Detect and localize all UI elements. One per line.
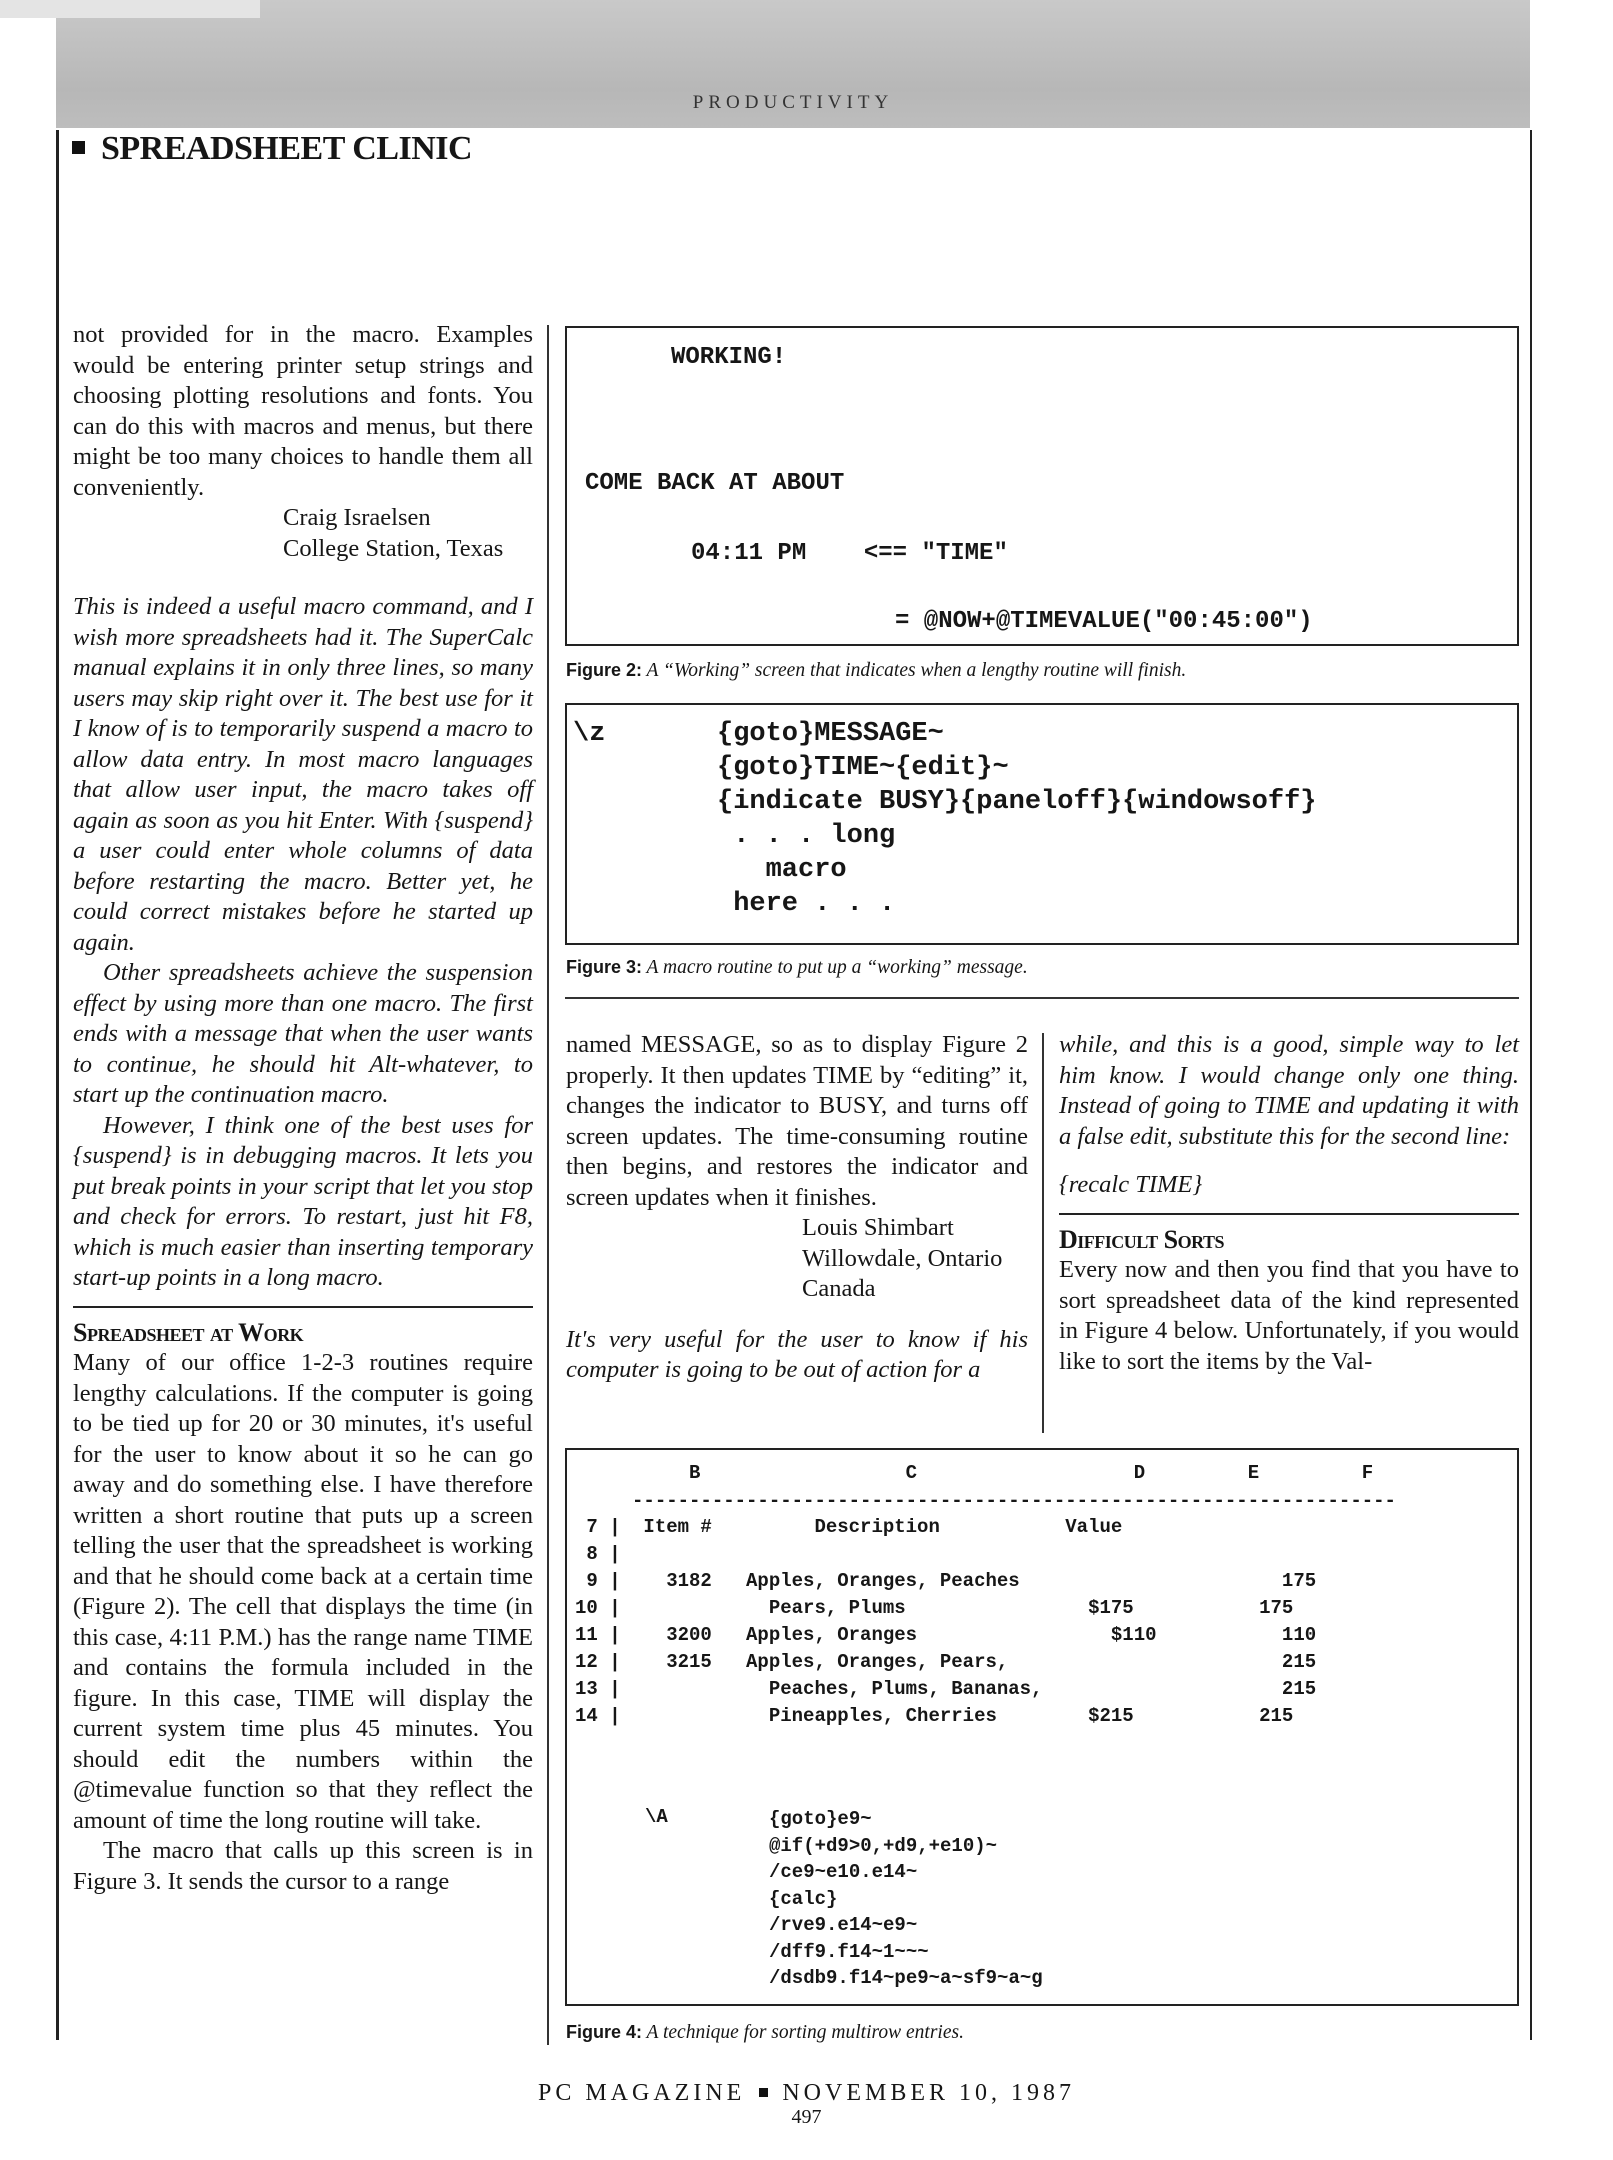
column-title-text: SPREADSHEET CLINIC <box>101 130 473 167</box>
footer <box>0 2080 1613 2107</box>
figure-2-caption <box>566 660 1186 682</box>
fig2-time: 04:11 PM <== "TIME" <box>691 540 1008 567</box>
figure-2-box <box>565 326 1519 646</box>
section-heading: Difficult Sorts <box>1059 1224 1224 1254</box>
macro-code: {goto}e9~ @if(+d9>0,+d9,+e10)~ /ce9~e10.e14~ {calc} /rve9.e14~e9~ /dff9.f14~1~~~ /dsdb9.f14~pe9~a~sf9~a~g <box>769 1808 1043 1989</box>
reply-paragraph: However, I think one of the best uses for {suspend} is in debugging macros. It lets you put break points in your script that let you stop and check for errors. To restart, just hit F8, which is much easier than inserting temporary start-up points in a long macro. <box>73 1111 533 1291</box>
macro-label: \A <box>645 1806 668 1828</box>
caption-text: A technique for sorting multirow entries. <box>646 2022 964 2043</box>
divider <box>1059 1213 1519 1215</box>
bullet-square-icon <box>759 2088 768 2097</box>
reply-paragraph: while, and this is a good, simple way to let him know. I would change only one thing. Instead of going to TIME and updating it with a false edit, substitute this for the second line: <box>1059 1031 1519 1150</box>
reply-paragraph: Other spreadsheets achieve the suspension effect by using more than one macro. The first ends with a message that when the user wants to continue, he should hit Alt-whatever, to start up the continuation macro. <box>73 959 533 1108</box>
column-separator <box>547 325 549 2045</box>
reply-paragraph: It's very useful for the user to know if his computer is going to be out of action for a <box>566 1325 1028 1383</box>
signature-city: Willowdale, Ontario <box>802 1244 1003 1272</box>
spreadsheet-rows: 7 | Item # Description Value 8 | 9 | 3182 Apples, Oranges, Peaches 175 10 | Pears, Plums $175 175 11 | 3200 Apples, Oranges $110 110 12 | 3215 Apples, Oranges, Pears, 215 13 | Peaches, Plums, Bananas, 215 14 | Pineapples, Cherries $215 215 <box>575 1516 1317 1727</box>
caption-text: A macro routine to put up a “working” message. <box>646 957 1028 978</box>
letter-paragraph: The macro that calls up this screen is in Figure 3. It sends the cursor to a range <box>73 1837 533 1895</box>
spreadsheet-divider: ------------------------------------------------------------------- <box>575 1490 1396 1512</box>
letter-paragraph: Every now and then you find that you have to sort spreadsheet data of the kind represented in Figure 4 below. Unfortunately, if you would like to sort the items by the Val- <box>1059 1256 1519 1375</box>
letter-paragraph: not provided for in the macro. Examples would be entering printer setup strings and choosing plotting resolutions and fonts. You can do this with macros and menus, but there might be too many choices to handle them all conveniently. <box>73 321 533 501</box>
left-border-rule <box>56 130 59 2040</box>
signature-name: Craig Israelsen <box>283 504 431 531</box>
divider <box>73 1306 533 1308</box>
divider <box>565 997 1519 999</box>
header-tab <box>0 0 260 18</box>
magazine-name: PC MAGAZINE <box>537 2080 746 2106</box>
signature-name: Louis Shimbart <box>802 1214 954 1241</box>
figure-3-caption <box>566 957 1028 979</box>
fig2-working: WORKING! <box>671 344 787 371</box>
page-number: 497 <box>791 2106 822 2128</box>
macro-code: {goto}MESSAGE~ {goto}TIME~{edit}~ {indicate BUSY}{paneloff}{windowsoff} . . . long macro here . . . <box>717 719 1317 919</box>
fig2-formula: = @NOW+@TIMEVALUE("00:45:00") <box>895 608 1313 635</box>
letter-paragraph: named MESSAGE, so as to display Figure 2 properly. It then updates TIME by “editing” it, changes the indicator to BUSY, and turns off screen updates. The time-consuming routine then begins, and restores the indicator and screen updates when it finishes. <box>566 1031 1028 1211</box>
column-title <box>72 130 472 168</box>
signature-place: College Station, Texas <box>283 534 504 562</box>
column-2 <box>566 1030 1028 1386</box>
column-3 <box>1059 1030 1519 1377</box>
right-border-rule <box>1530 130 1532 2040</box>
figure-4-caption <box>566 2022 964 2044</box>
figure-3-box <box>565 703 1519 945</box>
spreadsheet-column-header: B C D E F <box>575 1462 1374 1484</box>
caption-text: A “Working” screen that indicates when a lengthy routine will finish. <box>646 660 1187 681</box>
fig2-come-back: COME BACK AT ABOUT <box>585 470 845 497</box>
bullet-square-icon <box>72 141 85 154</box>
section-heading: Spreadsheet at Work <box>73 1317 304 1347</box>
code-snippet: {recalc TIME} <box>1059 1171 1203 1198</box>
caption-label: Figure 2: <box>566 660 643 680</box>
macro-label: \z <box>573 719 606 749</box>
signature-country: Canada <box>802 1275 876 1302</box>
figure-4-box <box>565 1448 1519 2006</box>
column-1 <box>73 320 533 1897</box>
section-label: PRODUCTIVITY <box>692 92 894 113</box>
caption-label: Figure 3: <box>566 957 643 977</box>
caption-label: Figure 4: <box>566 2022 643 2042</box>
letter-paragraph: Many of our office 1-2-3 routines require lengthy calculations. If the computer is going to be tied up for 20 or 30 minutes, it's useful for the user to know about it so he can go away and do something else. I have therefore written a short routine that puts up a screen telling the user that the spreadsheet is working and that he should come back at a certain time (Figure 2). The cell that displays the time (in this case, 4:11 P.M.) has the range name TIME and contains the formula included in the figure. In this case, TIME will display the current system time plus 45 minutes. You should edit the numbers within the @timevalue function so that they reflect the amount of time the long routine will take. <box>73 1349 533 1834</box>
reply-paragraph: This is indeed a useful macro command, and I wish more spreadsheets had it. The SuperCalc manual explains it in only three lines, so many users may skip right over it. The best use for it I know of is to temporarily suspend a macro to allow data entry. In most macro languages that allow user input, the macro takes off again as soon as you hit Enter. With {suspend} a user could enter whole columns of data before restarting the macro. Better yet, he could correct mistakes before he started up again. <box>73 593 533 956</box>
issue-date: NOVEMBER 10, 1987 <box>782 2080 1075 2106</box>
column-separator <box>1042 1033 1044 1433</box>
